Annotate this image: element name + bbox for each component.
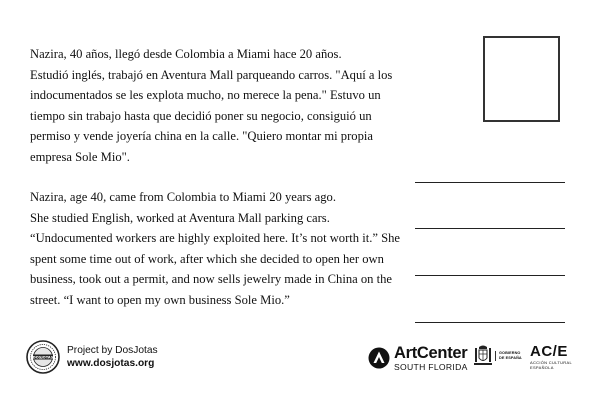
spanish-line: tiempo sin trabajo hasta que decidió poner su negocio, consiguió un	[30, 108, 372, 123]
english-line: “Undocumented workers are highly exploited here. It’s not worth it.” She	[30, 231, 401, 246]
ace-mark: AC/E	[530, 343, 568, 360]
seal-text: DOSJOTAS	[32, 355, 54, 360]
english-line: spent some time out of work, after which she decided to open her own	[30, 251, 384, 266]
english-line: Nazira, age 40, came from Colombia to Miami 20 years ago.	[30, 190, 337, 204]
project-credit	[26, 339, 158, 375]
artcenter-logo-icon	[368, 347, 390, 369]
ace-logo	[530, 344, 572, 370]
stamp-box	[483, 36, 560, 122]
ace-subtitle-line: ESPAÑOLA	[530, 365, 554, 370]
spanish-text	[30, 44, 398, 168]
gobierno-logo	[474, 344, 522, 368]
address-line	[415, 275, 565, 276]
project-url[interactable]: www.dosjotas.org	[67, 358, 155, 369]
english-text	[30, 187, 402, 311]
address-line	[415, 228, 565, 229]
spanish-line: Estudió inglés, trabajó en Aventura Mall parqueando carros. "Aquí a los	[30, 67, 393, 82]
spain-crest-icon	[474, 344, 492, 368]
ace-subtitle	[530, 360, 572, 370]
spanish-line: indocumentados se les explota mucho, no merece la pena." Estuvo un	[30, 88, 381, 103]
artcenter-logo	[368, 345, 468, 371]
project-label: Project by DosJotas	[67, 345, 158, 356]
address-line	[415, 322, 565, 323]
gobierno-line: DE ESPAÑA	[499, 356, 522, 360]
spanish-line: empresa Sole Mio".	[30, 149, 130, 164]
artcenter-name: ArtCenter	[394, 344, 468, 362]
ace-subtitle-line: ACCIÓN CULTURAL	[530, 360, 572, 365]
dosjotas-seal-icon	[26, 340, 60, 374]
spanish-line: Nazira, 40 años, llegó desde Colombia a Miami hace 20 años.	[30, 47, 342, 61]
spanish-line: permiso y vende joyería china en la calle. "Quiero montar mi propia	[30, 129, 373, 144]
english-line: business, took out a permit, and now sells jewelry made in China on the	[30, 272, 393, 287]
address-line	[415, 182, 565, 183]
english-line: street. “I want to open my own business Sole Mio.”	[30, 292, 290, 307]
gobierno-line: GOBIERNO	[499, 351, 521, 356]
artcenter-subtitle: SOUTH FLORIDA	[394, 361, 468, 372]
english-line: She studied English, worked at Aventura Mall parking cars.	[30, 210, 330, 225]
